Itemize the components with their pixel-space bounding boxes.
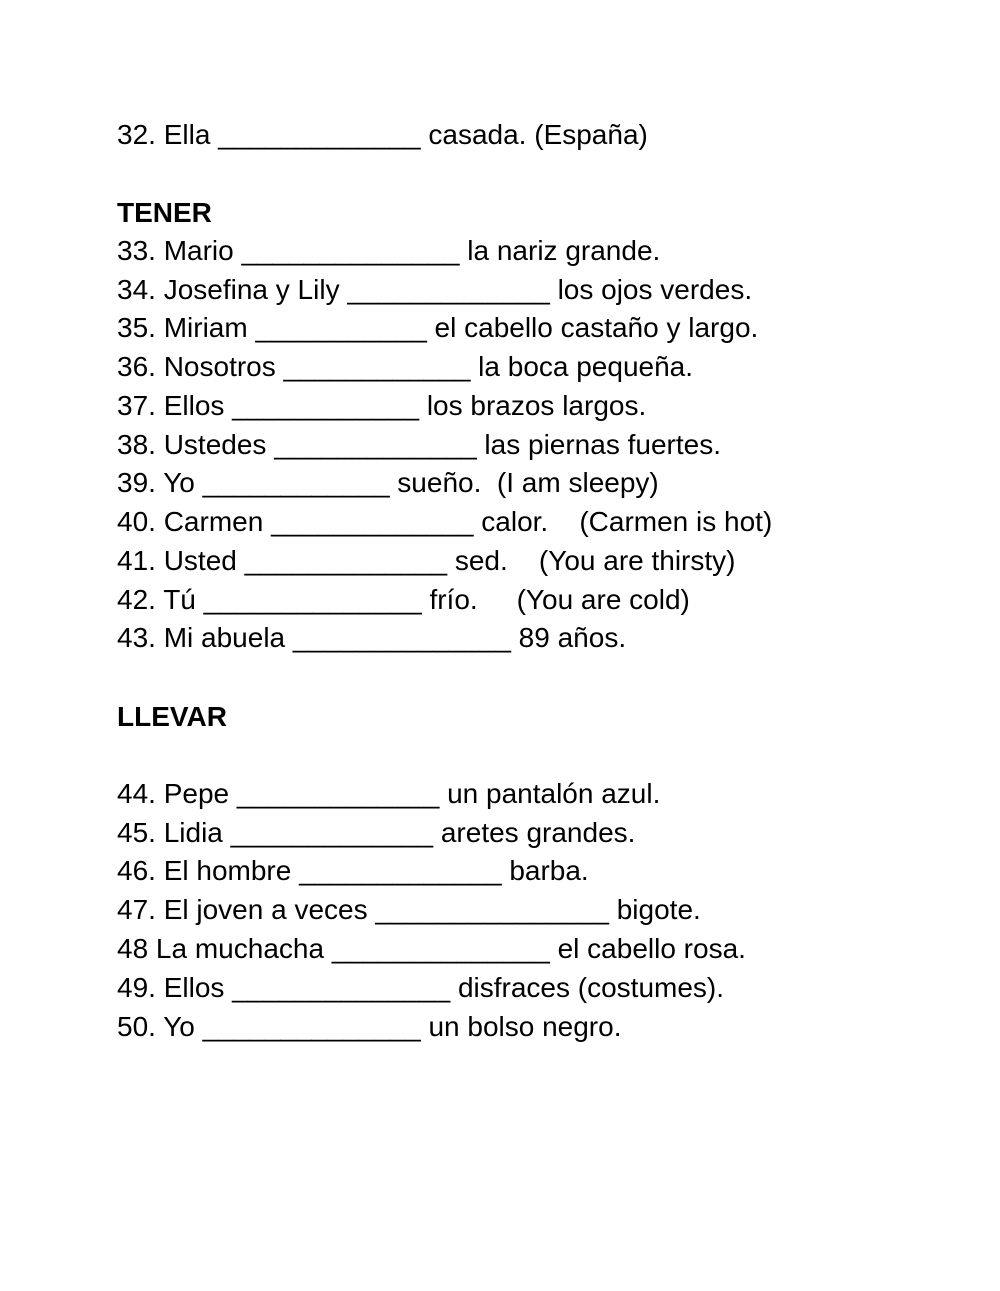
exercise-item-42: 42. Tú ______________ frío. (You are cold) [117, 584, 690, 615]
exercise-item-39: 39. Yo ____________ sueño. (I am sleepy) [117, 467, 659, 498]
exercise-item-45: 45. Lidia _____________ aretes grandes. [117, 817, 636, 848]
exercise-item-48: 48 La muchacha ______________ el cabello rosa. [117, 933, 746, 964]
exercise-item-38: 38. Ustedes _____________ las piernas fuertes. [117, 429, 721, 460]
exercise-item-37: 37. Ellos ____________ los brazos largos. [117, 390, 647, 421]
exercise-item-35: 35. Miriam ___________ el cabello castaño y largo. [117, 312, 759, 343]
exercise-item-46: 46. El hombre _____________ barba. [117, 855, 589, 886]
exercise-item-41: 41. Usted _____________ sed. (You are thirsty) [117, 545, 736, 576]
exercise-item-50: 50. Yo ______________ un bolso negro. [117, 1011, 622, 1042]
exercise-item-34: 34. Josefina y Lily _____________ los ojos verdes. [117, 274, 753, 305]
exercise-item-47: 47. El joven a veces _______________ bigote. [117, 894, 701, 925]
exercise-item-49: 49. Ellos ______________ disfraces (costumes). [117, 972, 725, 1003]
exercise-item-44: 44. Pepe _____________ un pantalón azul. [117, 778, 661, 809]
exercise-item-33: 33. Mario ______________ la nariz grande. [117, 235, 661, 266]
section-heading-llevar: LLEVAR [117, 701, 227, 732]
exercise-item-36: 36. Nosotros ____________ la boca pequeña. [117, 351, 694, 382]
exercise-item-43: 43. Mi abuela ______________ 89 años. [117, 622, 627, 653]
exercise-item-40: 40. Carmen _____________ calor. (Carmen is hot) [117, 506, 773, 537]
exercise-item-32: 32. Ella _____________ casada. (España) [117, 119, 648, 150]
section-heading-tener: TENER [117, 197, 212, 228]
